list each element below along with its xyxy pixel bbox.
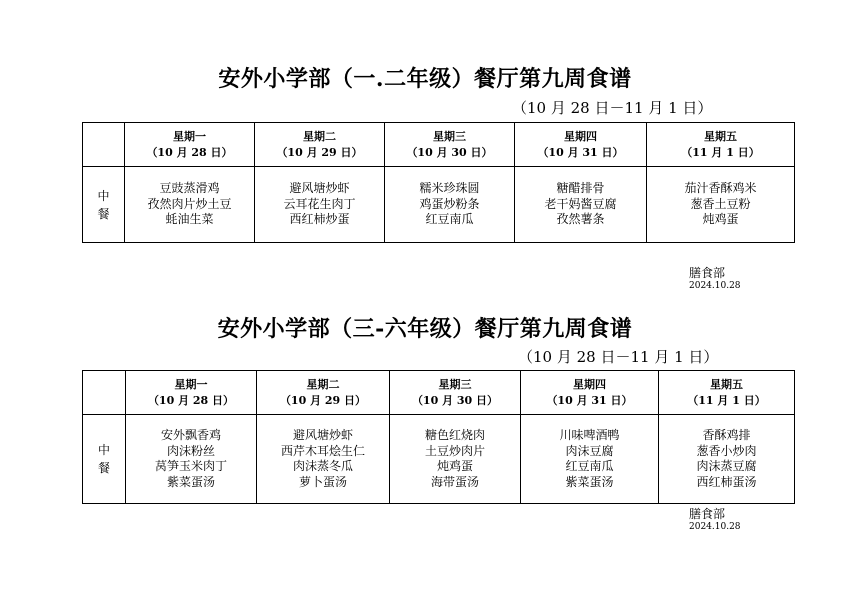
date-label: （10 月 31 日）	[546, 393, 633, 407]
day-header-wed	[390, 371, 521, 415]
dish-item: 紫菜蛋汤	[166, 474, 215, 489]
date-label: （10 月 29 日）	[276, 145, 363, 159]
menu-table-grades-1-2	[82, 122, 795, 243]
table-header-row	[83, 371, 795, 415]
dishes-tue	[257, 415, 390, 504]
dishes-tue	[255, 167, 385, 243]
meal-label-lunch: 中 餐	[83, 167, 125, 243]
day-header-mon	[126, 371, 257, 415]
weekday-label: 星期一	[174, 377, 208, 391]
weekday-label: 星期五	[704, 129, 737, 143]
day-header-fri	[647, 123, 795, 167]
date-label: （10 月 28 日）	[147, 393, 235, 407]
dish-item: 云耳花生肉丁	[283, 196, 356, 211]
dish-item: 萝卜蛋汤	[298, 474, 347, 489]
dish-item: 鸡蛋炒粉条	[419, 196, 480, 211]
dish-item: 孜然肉片炒土豆	[147, 196, 232, 211]
day-header-tue	[257, 371, 390, 415]
dish-item: 豆豉蒸滑鸡	[159, 181, 220, 196]
dish-item: 炖鸡蛋	[436, 459, 473, 473]
weekday-label: 星期一	[173, 129, 206, 143]
signature: 膳食部	[689, 507, 726, 521]
dish-item: 土豆炒肉片	[424, 443, 485, 458]
dish-item: 蚝油生菜	[165, 212, 214, 227]
dish-item: 炖鸡蛋	[702, 212, 739, 227]
dish-item: 肉沫蒸豆腐	[696, 459, 757, 473]
dish-item: 肉沫蒸冬瓜	[292, 459, 353, 473]
lunch-row	[83, 415, 795, 504]
day-header-thu	[515, 123, 647, 167]
dish-item: 红豆南瓜	[565, 459, 614, 473]
day-header-tue	[255, 123, 385, 167]
dish-item: 避风塘炒虾	[289, 181, 350, 196]
weekday-label: 星期三	[438, 377, 472, 391]
date-label: （11 月 1 日）	[687, 393, 766, 407]
dishes-wed	[385, 167, 515, 243]
dishes-thu	[521, 415, 659, 504]
signature-date: 2024.10.28	[689, 281, 741, 291]
dish-item: 川味啤酒鸭	[559, 428, 620, 442]
dish-item: 安外飘香鸡	[160, 428, 221, 442]
dish-item: 孜然薯条	[556, 212, 605, 227]
dishes-thu	[515, 167, 647, 243]
dish-item: 葱香土豆粉	[690, 196, 751, 211]
weekday-label: 星期二	[303, 129, 336, 143]
weekday-label: 星期二	[306, 377, 340, 391]
weekday-label: 星期三	[433, 129, 466, 143]
dish-item: 避风塘炒虾	[292, 428, 353, 442]
day-header-thu	[521, 371, 659, 415]
dish-item: 肉沫豆腐	[565, 443, 614, 458]
date-label: （10 月 31 日）	[537, 145, 624, 159]
day-header-wed	[385, 123, 515, 167]
dish-item: 糯米珍珠圆	[419, 181, 480, 196]
corner-cell	[83, 371, 126, 415]
date-label: （10 月 28 日）	[146, 145, 233, 159]
menu-date-range: （10 月 28 日－11 月 1 日）	[512, 99, 713, 117]
menu-table-grades-3-6	[82, 370, 795, 504]
day-header-fri	[659, 371, 795, 415]
signature-date: 2024.10.28	[689, 522, 741, 532]
dish-item: 西红柿炒蛋	[289, 212, 350, 227]
date-label: （11 月 1 日）	[681, 145, 760, 159]
dishes-mon	[125, 167, 255, 243]
date-label: （10 月 30 日）	[411, 393, 499, 407]
signature: 膳食部	[689, 266, 726, 280]
weekday-label: 星期五	[710, 377, 743, 391]
meal-label-lunch: 中 餐	[83, 415, 126, 504]
weekday-label: 星期四	[564, 129, 597, 143]
dish-item: 老干妈酱豆腐	[544, 196, 617, 211]
dish-item: 莴笋玉米肉丁	[154, 459, 227, 473]
dish-item: 西红柿蛋汤	[696, 474, 757, 489]
date-label: （10 月 29 日）	[279, 393, 367, 407]
dishes-fri	[647, 167, 795, 243]
date-label: （10 月 30 日）	[406, 145, 493, 159]
dish-item: 红豆南瓜	[425, 212, 474, 227]
dish-item: 糖醋排骨	[556, 181, 605, 196]
menu-title-grades-1-2: 安外小学部（一.二年级）餐厅第九周食谱	[218, 66, 632, 92]
dish-item: 西芹木耳烩生仁	[280, 443, 365, 458]
dish-item: 葱香小炒肉	[696, 443, 757, 458]
dish-item: 紫菜蛋汤	[565, 474, 614, 489]
lunch-row	[83, 167, 795, 243]
dishes-mon	[126, 415, 257, 504]
dish-item: 茄汁香酥鸡米	[684, 181, 757, 196]
menu-date-range: （10 月 28 日－11 月 1 日）	[518, 348, 719, 366]
weekday-label: 星期四	[573, 377, 606, 391]
table-header-row	[83, 123, 795, 167]
menu-title-grades-3-6: 安外小学部（三-六年级）餐厅第九周食谱	[217, 316, 633, 342]
dish-item: 香酥鸡排	[702, 428, 751, 442]
dish-item: 肉沫粉丝	[166, 443, 215, 458]
corner-cell	[83, 123, 125, 167]
day-header-mon	[125, 123, 255, 167]
dish-item: 海带蛋汤	[430, 474, 479, 489]
dish-item: 糖色红烧肉	[424, 428, 485, 442]
dishes-fri	[659, 415, 795, 504]
dishes-wed	[390, 415, 521, 504]
